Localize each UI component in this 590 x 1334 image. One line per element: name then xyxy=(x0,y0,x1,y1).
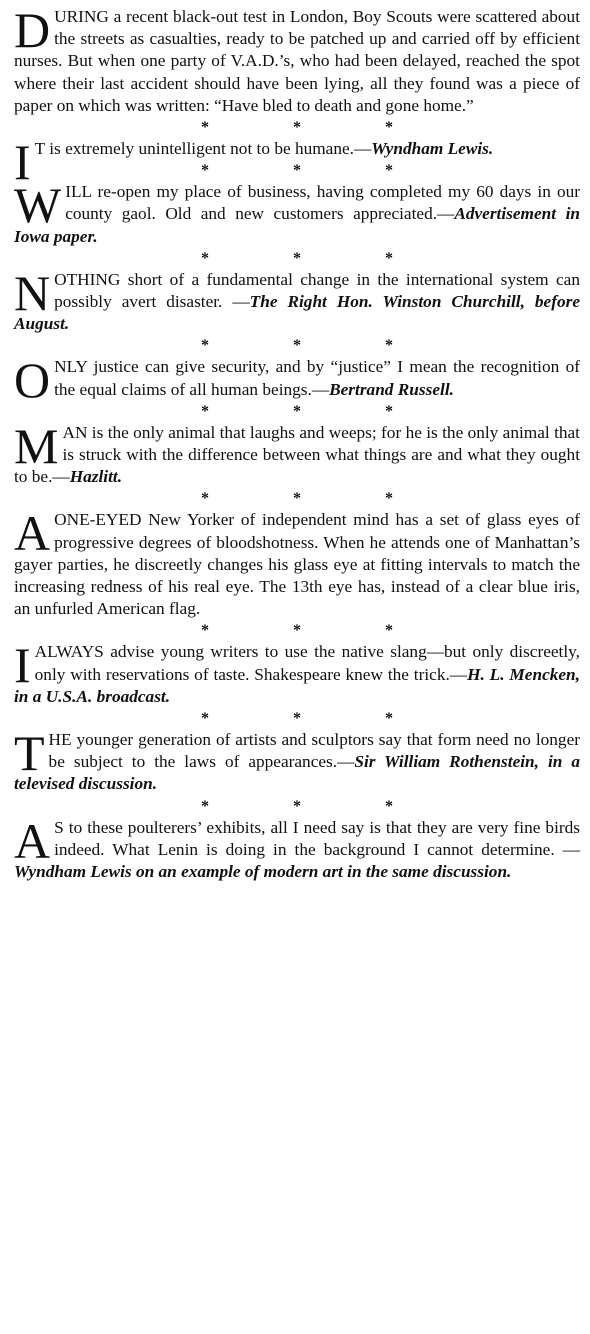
paragraph-2 xyxy=(14,134,580,191)
separator-stars: * * * xyxy=(201,249,433,267)
paragraph-body: younger generation of artists and sculptors say that form need no longer be subject to the laws of appearances.— xyxy=(48,730,580,772)
paragraph-5 xyxy=(14,352,580,409)
lead-in-caps: OTHING xyxy=(54,269,121,289)
paragraph-body: a recent black-out test in London, Boy Scouts were scattered about the streets as casualties, ready to be patched up and carried off by efficient nurses. But when one party of V.A.D.’s, who had been delayed, reached the spot where their last accident should have been lying, all they found was a piece of paper on which was written: “Have bled to death and gone home.” xyxy=(14,7,580,115)
lead-in-caps: ALWAYS xyxy=(34,642,104,662)
drop-cap: A xyxy=(14,505,51,562)
paragraph-body: to these poulterers’ exhibits, all I need say is that they are very fine birds indeed. What Lenin is doing in the background I cannot determine. — xyxy=(54,817,580,859)
separator-stars: * * * xyxy=(201,710,433,728)
paragraph-body: advise young writers to use the native slang—but only discreetly, only with reservations of taste. Shakespeare knew the trick.— xyxy=(34,642,580,684)
paragraph-7 xyxy=(14,505,580,620)
attribution: Sir William Rothenstein, in a televised discussion. xyxy=(14,752,580,794)
lead-in-caps: T xyxy=(34,139,45,159)
paragraph-4 xyxy=(14,264,580,336)
paragraph-3 xyxy=(14,177,580,248)
paragraph-body: re-open my place of business, having completed my 60 days in our county gaol. Old and new customers appreciated.— xyxy=(65,182,580,224)
paragraph-8 xyxy=(14,637,580,708)
drop-cap: M xyxy=(14,417,59,474)
separator-stars: * * * xyxy=(201,402,433,420)
drop-cap: N xyxy=(14,264,51,321)
attribution: Advertisement in Iowa paper. xyxy=(14,204,580,246)
paragraph-body: justice can give security, and by “justice” I mean the recognition of the equal claims of all human beings.— xyxy=(54,357,580,399)
separator-stars: * * * xyxy=(201,490,433,508)
attribution: Wyndham Lewis. xyxy=(371,139,494,159)
paragraph-10 xyxy=(14,812,580,884)
paragraph-9 xyxy=(14,725,580,796)
attribution: Wyndham Lewis on an example of modern art in the same discussion. xyxy=(14,862,512,882)
separator-stars: * * * xyxy=(201,119,433,137)
drop-cap: T xyxy=(14,725,45,782)
attribution: H. L. Mencken, in a U.S.A. broadcast. xyxy=(14,664,580,706)
drop-cap: O xyxy=(14,352,51,409)
lead-in-caps: HE xyxy=(48,730,72,750)
drop-cap: I xyxy=(14,134,31,191)
paragraph-6 xyxy=(14,417,580,489)
paragraph-body: New Yorker of independent mind has a set of glass eyes of progressive degrees of bloodshotness. When he attends one of Manhattan’s gayer parties, he discreetly changes his glass eye at fitting intervals to match the increasing redness of his real eye. The 13th eye has, instead of a clear blue iris, an unfurled American flag. xyxy=(14,510,580,619)
separator-stars: * * * xyxy=(201,797,433,815)
lead-in-caps: ONE-EYED xyxy=(54,510,142,530)
attribution: The Right Hon. Winston Churchill, before August. xyxy=(14,292,580,334)
drop-cap: D xyxy=(14,2,51,58)
lead-in-caps: AN xyxy=(62,422,88,442)
drop-cap: W xyxy=(14,177,62,234)
lead-in-caps: URING xyxy=(54,7,109,26)
separator-stars: * * * xyxy=(201,162,433,180)
drop-cap: A xyxy=(14,812,51,869)
separator-stars: * * * xyxy=(201,337,433,355)
attribution: Hazlitt. xyxy=(69,467,123,487)
paragraph-body: short of a fundamental change in the international system can possibly avert disaster. — xyxy=(54,269,580,312)
lead-in-caps: S xyxy=(54,817,64,837)
lead-in-caps: NLY xyxy=(54,357,88,377)
attribution: Bertrand Russell. xyxy=(329,379,454,399)
paragraph-1 xyxy=(14,2,580,117)
paragraph-body: is the only animal that laughs and weeps; for he is the only animal that is struck with the difference between what things are and what they ought to be.— xyxy=(14,422,580,487)
drop-cap: I xyxy=(14,637,31,694)
lead-in-caps: ILL xyxy=(65,182,92,202)
paragraph-body: is extremely unintelligent not to be humane.— xyxy=(44,139,372,159)
separator-stars: * * * xyxy=(201,622,433,640)
